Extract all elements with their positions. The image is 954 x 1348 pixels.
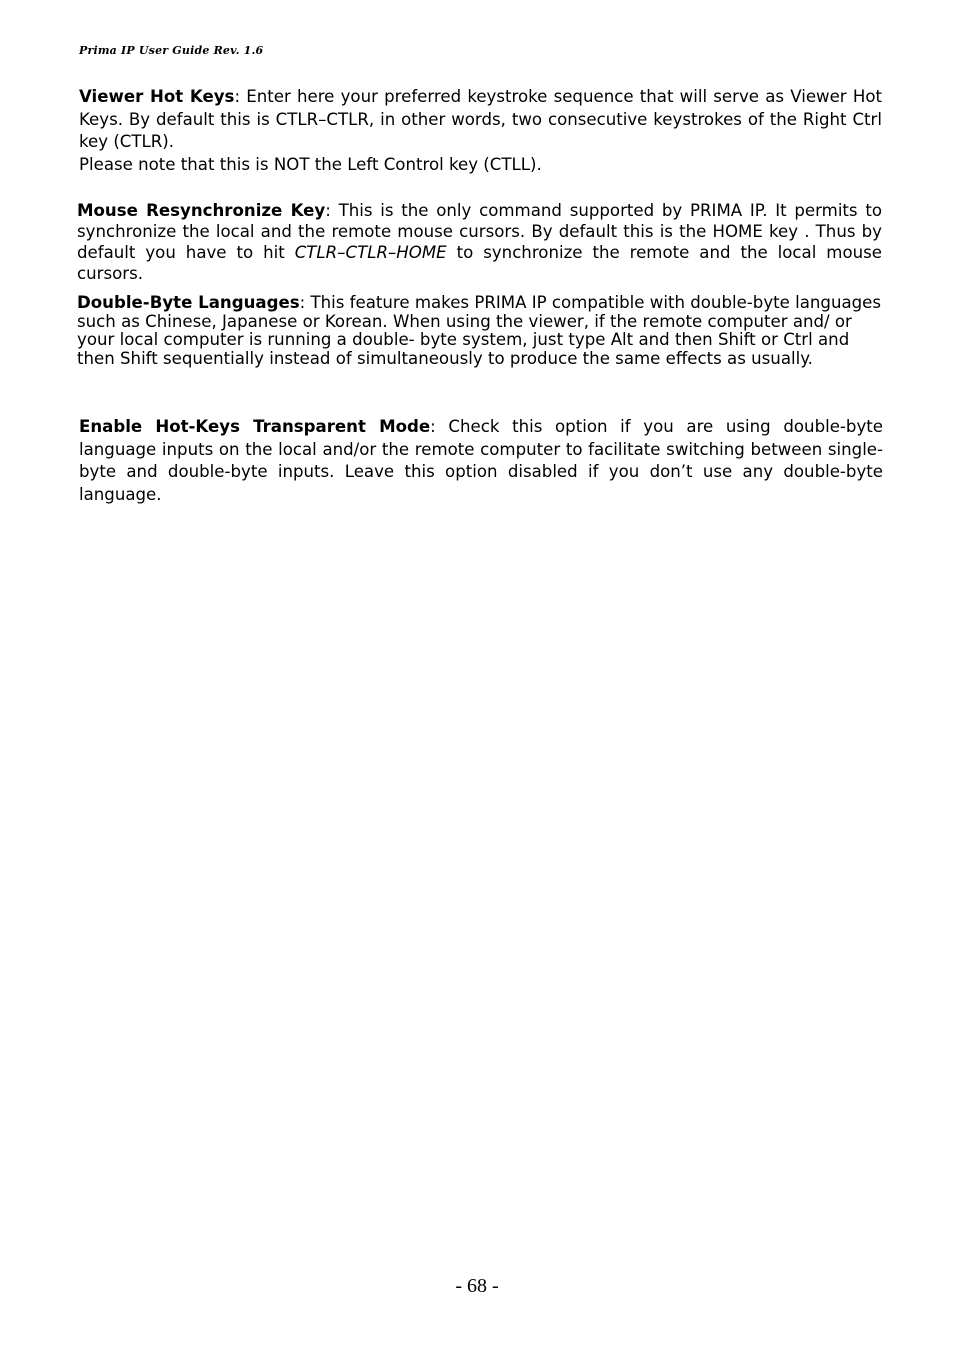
section-double-byte-languages: Double-Byte Languages: This feature makes PRIMA IP compatible with double-byte languages such as Chinese, Japanese or Korean. When using the viewer, if the remote computer and/ or your local computer is running a double- byte system, just type Alt and then Shift or Ctrl and then Shift sequentially instead of simultaneously to produce the same effects as usually. [77, 293, 882, 368]
term-enable-hot-keys-transparent-mode: Enable Hot-Keys Transparent Mode [79, 417, 431, 436]
desc-double-byte-languages: This feature makes PRIMA IP compatible with double-byte languages such as Chinese, Japanese or Korean. When using the viewer, if the remote computer and/ or your local computer is running a double- byte system, just type Alt and then Shift or Ctrl and then Shift sequentially instead of simultaneously to produce the same effects as usually. [77, 293, 882, 368]
desc-enable-hot-keys-transparent-mode: Check this option if you are using double-byte language inputs on the local and/or the remote computer to facilitate switching between single-byte and double-byte inputs. Leave this option disabled if you don’t use any double-byte language. [79, 417, 883, 504]
desc-mouse-resync-after: to synchronize the remote and the local mouse cursors. [77, 243, 882, 283]
page-number: - 68 - [455, 1275, 499, 1297]
term-mouse-resynchronize-key: Mouse Resynchronize Key [77, 201, 326, 220]
term-double-byte-languages: Double-Byte Languages [77, 293, 300, 312]
note-left-control: Please note that this is NOT the Left Control key (CTLL). [79, 154, 542, 174]
section-mouse-resynchronize-key: Mouse Resynchronize Key: This is the only command supported by PRIMA IP. It permits to synchronize the local and the remote mouse cursors. By default this is the HOME key . Thus by default you have to hit CTLR–CTLR–HOME to synchronize the remote and the local mouse cursors. [77, 201, 882, 283]
section-viewer-hot-keys: Viewer Hot Keys: Enter here your preferred keystroke sequence that will serve as Viewer Hot Keys. By default this is CTLR–CTLR, in other words, two consecutive keystrokes of the Right Ctrl key (CTLR). Please note that this is NOT the Left Control key (CTLL). [79, 86, 882, 176]
running-header: Prima IP User Guide Rev. 1.6 [79, 44, 264, 57]
term-viewer-hot-keys: Viewer Hot Keys [79, 87, 235, 106]
desc-viewer-hot-keys: Enter here your preferred keystroke sequence that will serve as Viewer Hot Keys. By default this is CTLR–CTLR, in other words, two consecutive keystrokes of the Right Ctrl key (CTLR). [79, 87, 882, 151]
desc-mouse-resync-before: This is the only command supported by PRIMA IP. It permits to synchronize the local and the remote mouse cursors. By default this is the HOME key . Thus by default you have to hit [77, 201, 882, 262]
section-enable-hot-keys-transparent-mode: Enable Hot-Keys Transparent Mode: Check this option if you are using double-byte language inputs on the local and/or the remote computer to facilitate switching between single-byte and double-byte inputs. Leave this option disabled if you don’t use any double-byte language. [79, 417, 883, 504]
desc-mouse-resync-hotkey: CTLR–CTLR–HOME [294, 243, 447, 262]
